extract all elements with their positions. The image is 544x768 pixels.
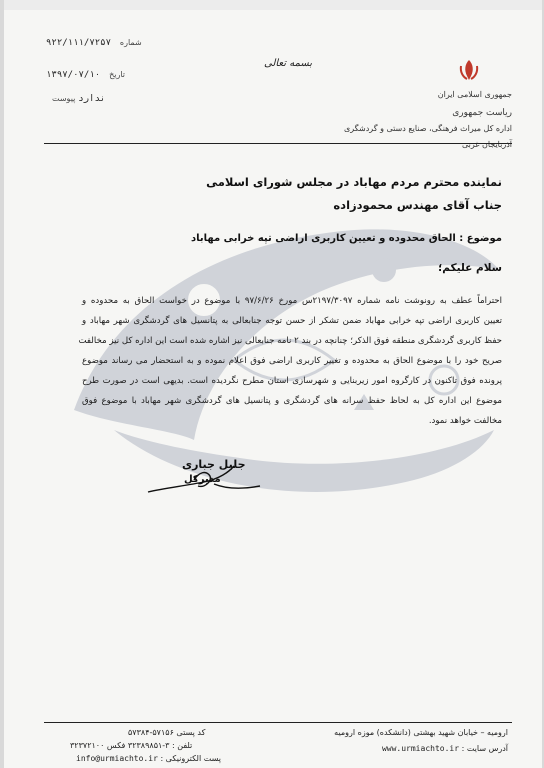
footer-address: ارومیه – خیابان شهید بهشتی (دانشکده) موزه ارومیه [334, 728, 508, 737]
body-line: پرونده فوق تاکنون در کارگروه امور زیربنایی و شهرسازی استان مطرح نگردیده است. بدیهی است در صورت طرح [82, 376, 502, 386]
footer-email-label: پست الکترونیکی : [160, 754, 221, 763]
body-line: حفظ کاربری گردشگری منطقه فوق الذکر؛ چنانچه در بند ۲ نامه جنابعالی نیز اشاره شده است این اداره کل نیز مخالفت [78, 336, 502, 346]
department-title: اداره کل میراث فرهنگی، صنایع دستی و گردشگری [343, 124, 512, 133]
letter-date-label: تاریخ [109, 70, 125, 79]
footer-site [382, 744, 508, 753]
signatory-name: جلیل جباری [182, 458, 246, 471]
footer-phone: تلفن : ۳-۳۲۳۸۹۸۵۱ فکس ۳۲۳۷۲۱۰۰ [70, 741, 193, 750]
presidency-title: ریاست جمهوری [452, 108, 512, 118]
body-line: موضوع این اداره کل به لحاظ حفظ سرانه های گردشگری و پتانسیل های گردشگری شهر مهاباد با موضوع فوق [82, 396, 502, 406]
letter-number-label: شماره [119, 38, 142, 47]
subject-text: الحاق محدوده و تعیین کاربری اراضی تپه خرابی مهاباد [190, 233, 456, 244]
republic-title: جمهوری اسلامی ایران [437, 90, 512, 99]
subject-line [191, 233, 502, 244]
province-title: آذربایجان غربی [461, 140, 512, 149]
fax-header-strip [4, 0, 542, 10]
header-divider [44, 143, 512, 144]
greeting: سلام علیکم؛ [438, 262, 502, 274]
body-line-last: مخالفت خواهد نمود. [428, 416, 502, 426]
footer-site-label: آدرس سایت : [461, 744, 508, 753]
handwritten-signature [144, 462, 264, 502]
letter-attachment-value: ندارد [78, 94, 106, 104]
letter-attachment-label: پیوست [52, 94, 76, 103]
letter-attachment [46, 94, 105, 104]
subject-label: موضوع : [459, 233, 502, 244]
bismillah: بسمه تعالی [264, 58, 313, 69]
body-line: صریح خود را با موضوع الحاق به محدوده و تغییر کاربری اراضی فوق اعلام نموده و به استحضار می رساند موضوع [82, 356, 502, 366]
letter-sheet [4, 0, 542, 768]
recipient-line-1: نماینده محترم مردم مهاباد در مجلس شورای اسلامی [206, 175, 502, 189]
footer-email [76, 754, 221, 763]
body-line: تعیین کاربری اراضی تپه خرابی مهاباد ضمن تشکر از حسن توجه جنابعالی به پتانسیل های گردشگری شهر مهاباد و [82, 316, 502, 326]
letter-date-value: ۱۳۹۷/۰۷/۱۰ [46, 70, 101, 80]
letter-number-value: ۹۲۲/۱۱۱/۷۲۵۷ [46, 38, 112, 48]
iran-emblem-icon [456, 58, 482, 84]
footer-divider [44, 722, 512, 723]
footer-email-value: info@urmiachto.ir [76, 754, 158, 763]
signatory-title: مدیرکل [184, 474, 221, 485]
letter-number [46, 38, 142, 48]
footer-site-value: www.urmiachto.ir [381, 744, 460, 753]
recipient-line-2: جناب آقای مهندس محمودزاده [333, 198, 502, 212]
footer-postal: کد پستی ۵۷۱۵۶-۵۷۳۸۴ [128, 728, 206, 737]
letter-date [46, 70, 125, 80]
body-line: احتراماً عطف به رونوشت نامه شماره ۲۱۹۷/۳۰۹۷س مورخ ۹۷/۶/۲۶ با موضوع در خواست الحاق به محدوده و [82, 296, 502, 306]
